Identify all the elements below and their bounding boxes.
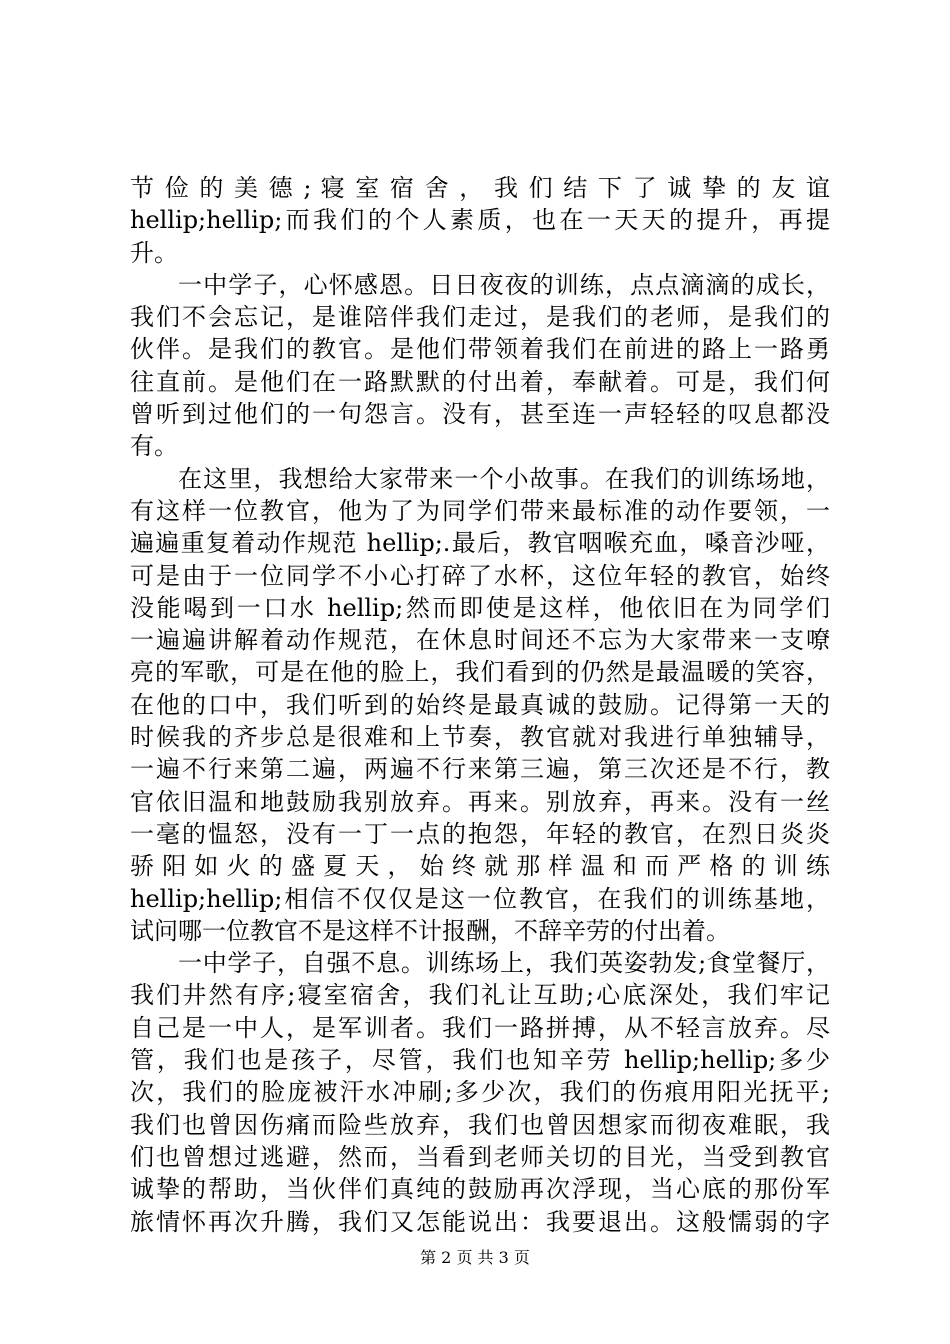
text-line: 我们井然有序;寝室宿舍，我们礼让互助;心底深处，我们牢记	[130, 981, 830, 1010]
text-line: 我们不会忘记，是谁陪伴我们走过，是我们的老师，是我们的	[130, 303, 830, 332]
text-line: 没能喝到一口水 hellip;然而即使是这样，他依旧在为同学们	[130, 593, 830, 622]
text-line: 在这里，我想给大家带来一个小故事。在我们的训练场地，	[178, 464, 830, 493]
text-line: 试问哪一位教官不是这样不计报酬，不辞辛劳的付出着。	[130, 916, 730, 945]
text-line: hellip;hellip;而我们的个人素质，也在一天天的提升，再提	[130, 206, 830, 235]
text-line: 一遍遍讲解着动作规范，在休息时间还不忘为大家带来一支嘹	[130, 626, 830, 655]
text-line: 有这样一位教官，他为了为同学们带来最标准的动作要领，一	[130, 496, 830, 525]
text-line: 我们也曾因伤痛而险些放弃，我们也曾因想家而彻夜难眠，我	[130, 1110, 830, 1139]
text-line: 一遍不行来第二遍，两遍不行来第三遍，第三次还是不行，教	[130, 755, 830, 784]
text-line: 一毫的愠怒，没有一丁一点的抱怨，年轻的教官，在烈日炎炎	[130, 819, 830, 848]
text-line: 有。	[130, 432, 178, 461]
text-line: 可是由于一位同学不小心打碎了水杯，这位年轻的教官，始终	[130, 561, 830, 590]
text-line: hellip;hellip;相信不仅仅是这一位教官，在我们的训练基地，	[130, 884, 830, 913]
text-line: 旅情怀再次升腾，我们又怎能说出：我要退出。这般懦弱的字	[130, 1207, 830, 1236]
text-line: 骄 阳 如 火 的 盛 夏 天 ， 始 终 就 那 样 温 和 而 严 格 的 训 练	[130, 852, 830, 881]
text-line: 时候我的齐步总是很难和上节奏，教官就对我进行单独辅导，	[130, 723, 830, 752]
text-line: 一中学子，心怀感恩。日日夜夜的训练，点点滴滴的成长，	[178, 270, 830, 299]
text-line: 官依旧温和地鼓励我别放弃。再来。别放弃，再来。没有一丝	[130, 787, 830, 816]
text-line: 节 俭 的 美 德 ; 寝 室 宿 舍 ， 我 们 结 下 了 诚 挚 的 友 谊	[130, 174, 830, 202]
text-line: 往直前。是他们在一路默默的付出着，奉献着。可是，我们何	[130, 367, 830, 396]
text-line: 们也曾想过逃避，然而，当看到老师关切的目光，当受到教官	[130, 1142, 830, 1171]
text-line: 自己是一中人，是军训者。我们一路拼搏，从不轻言放弃。尽	[130, 1013, 830, 1042]
document-body	[130, 172, 830, 1238]
text-line: 管，我们也是孩子，尽管，我们也知辛劳 hellip;hellip;多少	[130, 1046, 830, 1075]
text-line: 在他的口中，我们听到的始终是最真诚的鼓励。记得第一天的	[130, 690, 830, 719]
text-line: 曾听到过他们的一句怨言。没有，甚至连一声轻轻的叹息都没	[130, 400, 830, 429]
text-line: 次，我们的脸庞被汗水冲刷;多少次，我们的伤痕用阳光抚平;	[130, 1078, 830, 1107]
text-line: 升。	[130, 238, 178, 267]
text-line: 伙伴。是我们的教官。是他们带领着我们在前进的路上一路勇	[130, 335, 830, 364]
page-footer: 第 2 页 共 3 页	[420, 1248, 530, 1267]
text-line: 遍遍重复着动作规范 hellip;.最后，教官咽喉充血，嗓音沙哑，	[130, 529, 830, 558]
text-line: 亮的军歌，可是在他的脸上，我们看到的仍然是最温暖的笑容，	[130, 658, 830, 687]
text-line: 一中学子，自强不息。训练场上，我们英姿勃发;食堂餐厅，	[178, 949, 830, 978]
text-line: 诚挚的帮助，当伙伴们真纯的鼓励再次浮现，当心底的那份军	[130, 1175, 830, 1204]
